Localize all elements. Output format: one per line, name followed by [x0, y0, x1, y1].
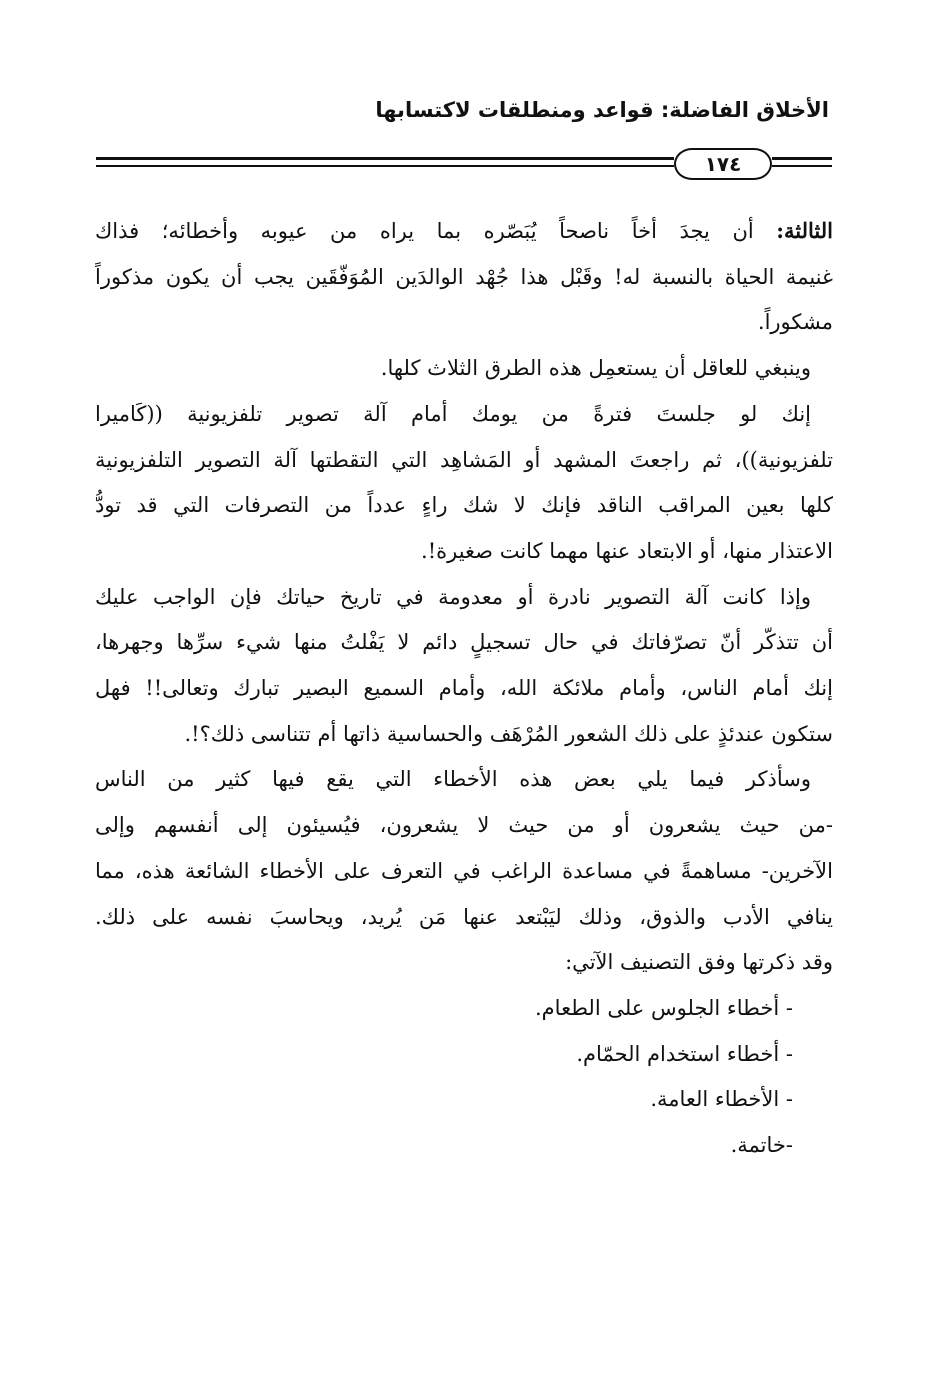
text-segment: أن يجدَ أخاً ناصحاً يُبَصّره بما يراه من عيوبه وأخطائه؛ فذاك [95, 219, 754, 243]
text-line: وقد ذكرتها وفق التصنيف الآتي: [565, 950, 833, 975]
contents-list [95, 986, 833, 1169]
rule-line-upper-right [772, 157, 832, 160]
rule-line-upper-left [96, 157, 674, 160]
text-line: مشكوراً. [757, 310, 833, 335]
header-rule [96, 148, 832, 182]
list-item: - أخطاء استخدام الحمّام. [576, 1041, 793, 1066]
list-item: - الأخطاء العامة. [650, 1087, 793, 1112]
page-number-badge [674, 148, 772, 180]
text-line: ستكون عندئذٍ على ذلك الشعور المُرْهَف والحساسية ذاتها أم تتناسى ذلك؟!. [184, 721, 833, 746]
running-title: الأخلاق الفاضلة: قواعد ومنطلقات لاكتسابها [375, 98, 829, 122]
text-line: إنك أمام الناس، وأمام ملائكة الله، وأمام السميع البصير تبارك وتعالى!! فهل [95, 676, 833, 701]
text-line: ينافي الأدب والذوق، وذلك ليَبْتعد عنها مَن يُريد، ويحاسبَ نفسه على ذلك. [95, 904, 833, 929]
text-line: أن تتذكّر أنّ تصرّفاتك في حال تسجيلٍ دائم لا يَفْلتُ منها شيء سرِّها وجهرها، [95, 630, 833, 655]
text-line: إنك لو جلستَ فترةً من يومك أمام آلة تصوير تلفزيونية ((كَاميرا [95, 401, 811, 426]
text-line: وسأذكر فيما يلي بعض هذه الأخطاء التي يقع فيها كثير من الناس [95, 767, 811, 792]
rule-line-lower-left [96, 165, 674, 167]
text-line: الآخرين- مساهمةً في مساعدة الراغب في التعرف على الأخطاء الشائعة هذه، مما [95, 858, 833, 883]
text-line: وإذا كانت آلة التصوير نادرة أو معدومة في تاريخ حياتك فإن الواجب عليك [95, 584, 811, 609]
page-number: ١٧٤ [704, 152, 742, 176]
text-line: غنيمة الحياة بالنسبة له! وقَبْل هذا جُهْد الوالدَين المُوَفّقَين يجب أن يكون مذكوراً [95, 264, 833, 289]
main-text [95, 208, 833, 1169]
text-line: -من حيث يشعرون أو من حيث لا يشعرون، فيُسيئون إلى أنفسهم وإلى [95, 813, 833, 838]
text-line [95, 208, 833, 255]
list-item: - أخطاء الجلوس على الطعام. [535, 995, 793, 1020]
paragraph-lead: الثالثة: [776, 218, 833, 243]
text-line: كلها بعين المراقب الناقد فإنك لا شك راءٍ عدداً من التصرفات التي قد تودُّ [95, 493, 833, 518]
list-item: -خاتمة. [730, 1133, 793, 1158]
text-line: تلفزيونية))، ثم راجعتَ المشهد أو المَشاهِد التي التقطتها آلة التصوير التلفزيونية [95, 447, 833, 472]
text-line: الاعتذار منها، أو الابتعاد عنها مهما كانت صغيرة!. [421, 538, 833, 563]
text-line: وينبغي للعاقل أن يستعمِل هذه الطرق الثلاث كلها. [380, 356, 811, 381]
rule-line-lower-right [772, 165, 832, 167]
